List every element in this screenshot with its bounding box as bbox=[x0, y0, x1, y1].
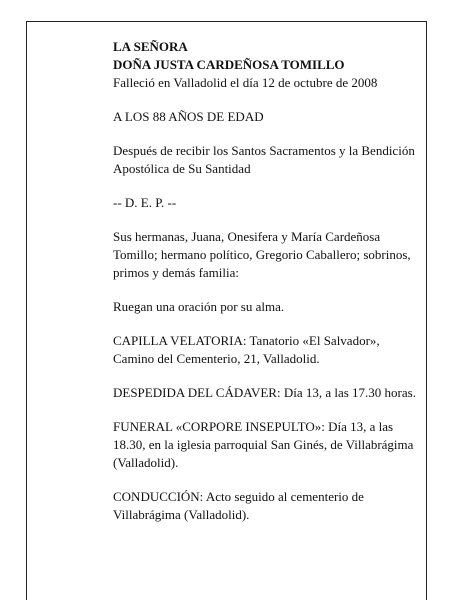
conduction-paragraph: CONDUCCIÓN: Acto seguido al cementerio de Villabrágima (Valladolid). bbox=[113, 489, 364, 522]
prayer-line: Ruegan una oración por su alma. bbox=[113, 299, 285, 314]
chapel-paragraph: CAPILLA VELATORIA: Tanatorio «El Salvador», Camino del Cementerio, 21, Valladolid. bbox=[113, 333, 380, 366]
obituary-text bbox=[113, 38, 417, 540]
death-date-line: Falleció en Valladolid el día 12 de octubre de 2008 bbox=[113, 75, 378, 90]
heading-title: LA SEÑORA bbox=[113, 39, 188, 54]
funeral-paragraph: FUNERAL «CORPORE INSEPULTO»: Día 13, a las 18.30, en la iglesia parroquial San Ginés, de Villabrágima (Valladolid). bbox=[113, 419, 414, 470]
deceased-name: DOÑA JUSTA CARDEÑOSA TOMILLO bbox=[113, 57, 345, 72]
family-paragraph: Sus hermanas, Juana, Onesifera y María Cardeñosa Tomillo; hermano político, Gregorio Caballero; sobrinos, primos y demás familia: bbox=[113, 229, 411, 280]
age-line: A LOS 88 AÑOS DE EDAD bbox=[113, 109, 264, 124]
sacraments-paragraph: Después de recibir los Santos Sacramentos y la Bendición Apostólica de Su Santidad bbox=[113, 143, 415, 176]
farewell-paragraph: DESPEDIDA DEL CÁDAVER: Día 13, a las 17.30 horas. bbox=[113, 385, 416, 400]
rip-line: -- D. E. P. -- bbox=[113, 195, 177, 210]
